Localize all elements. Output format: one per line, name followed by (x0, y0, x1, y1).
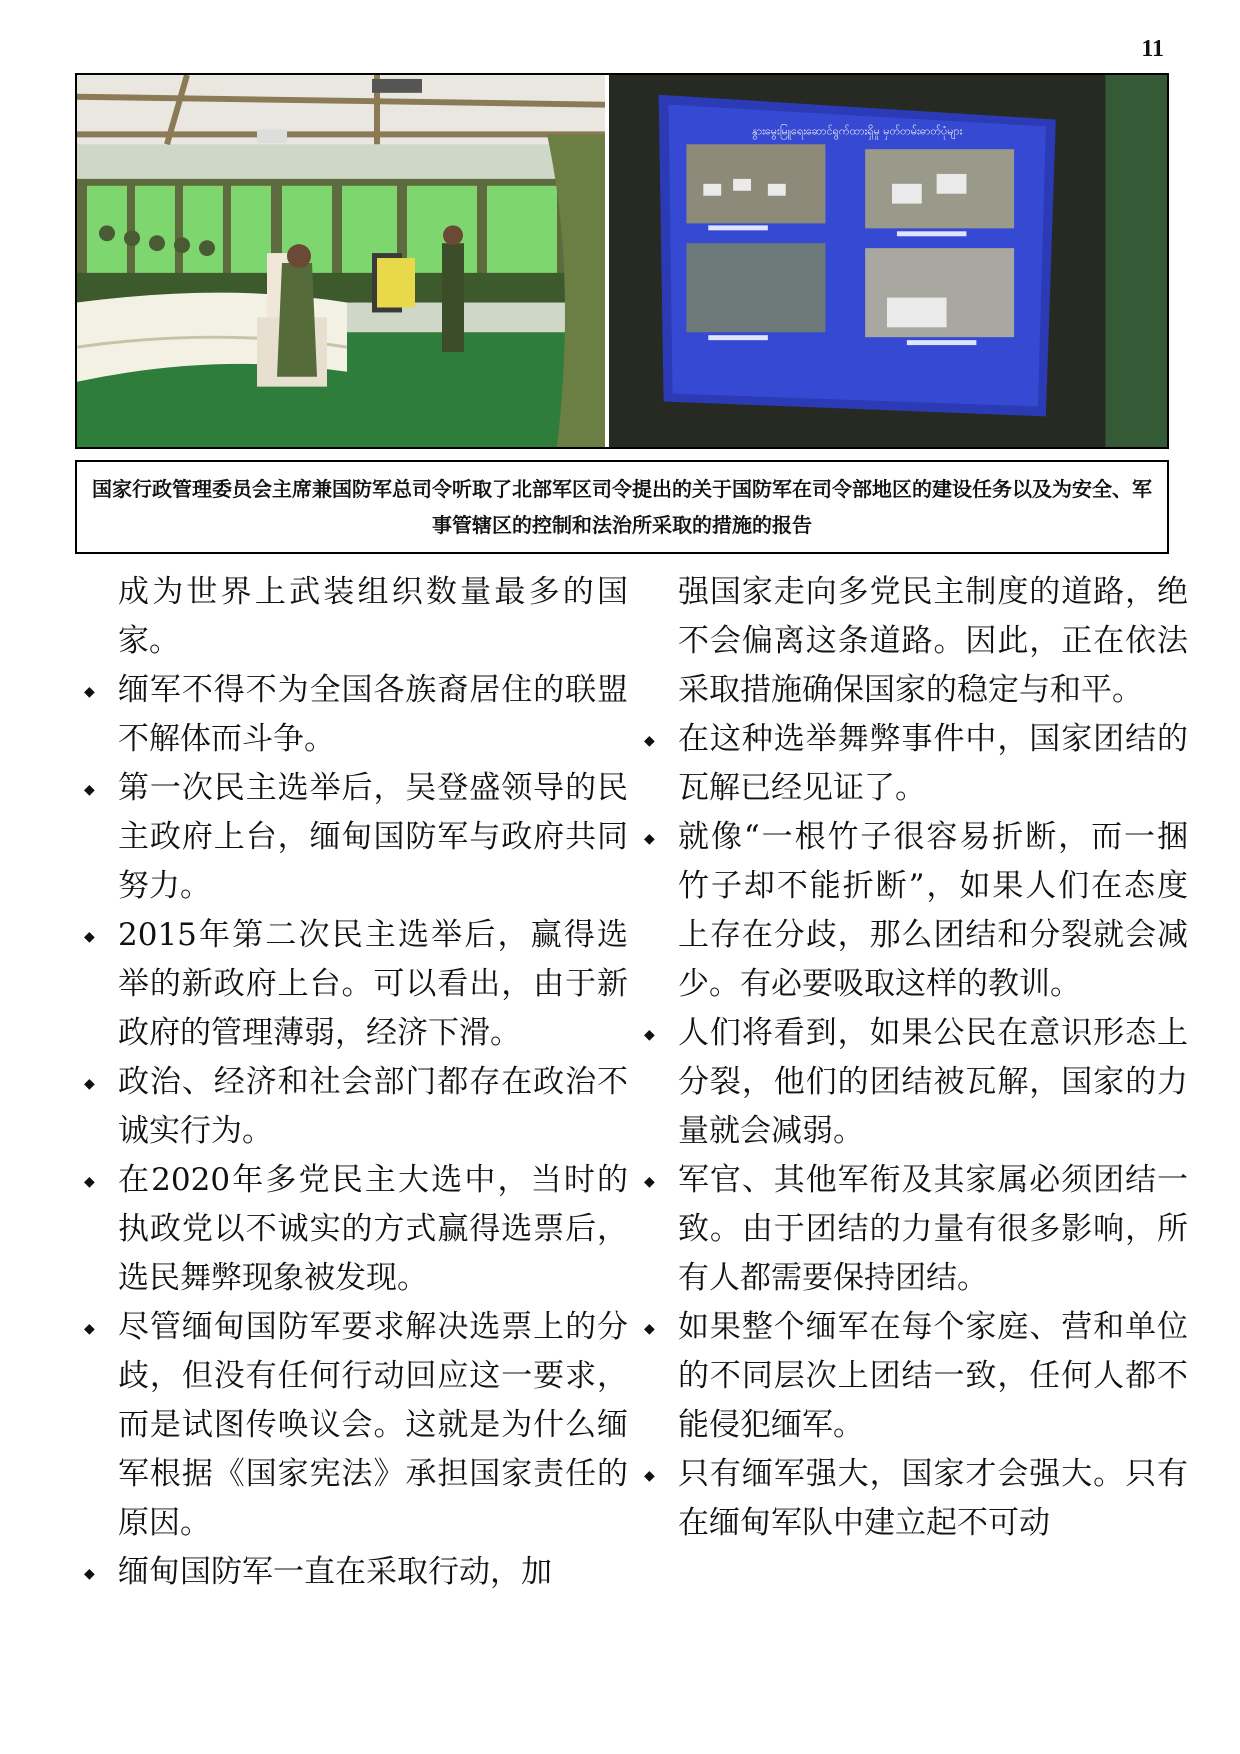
list-item: ◆ 第一次民主选举后，吴登盛领导的民主政府上台，缅甸国防军与政府共同努力。 (118, 764, 628, 911)
right-column (678, 568, 1188, 1548)
list-item: ◆ 缅甸国防军一直在采取行动，加 (118, 1548, 628, 1597)
left-column (118, 568, 628, 1597)
meeting-room-image (77, 75, 605, 447)
photo-caption: 国家行政管理委员会主席兼国防军总司令听取了北部军区司令提出的关于国防军在司令部地区的建设任务以及为安全、军事管辖区的控制和法治所采取的措施的报告 (75, 460, 1169, 554)
screen-title: နွားမွေးမြူရေးဆောင်ရွက်ထားရှိမှု မှတ်တမ်းဓာတ်ပုံများ (751, 124, 963, 138)
list-item: ◆ 军官、其他军衔及其家属必须团结一致。由于团结的力量有很多影响，所有人都需要保持团结。 (678, 1156, 1188, 1303)
list-item: ◆ 在2020年多党民主大选中，当时的执政党以不诚实的方式赢得选票后，选民舞弊现象被发现。 (118, 1156, 628, 1303)
list-item: 成为世界上武装组织数量最多的国家。 (118, 574, 628, 659)
list-item: ◆ 尽管缅甸国防军要求解决选票上的分歧，但没有任何行动回应这一要求，而是试图传唤议会。这就是为什么缅军根据《国家宪法》承担国家责任的原因。 (118, 1303, 628, 1548)
meeting-room-photo (77, 75, 609, 447)
list-item: ◆ 就像“一根竹子很容易折断，而一捆竹子却不能折断”，如果人们在态度上存在分歧，那么团结和分裂就会减少。有必要吸取这样的教训。 (678, 813, 1188, 1009)
list-item: 强国家走向多党民主制度的道路，绝不会偏离这条道路。因此，正在依法采取措施确保国家的稳定与和平。 (678, 574, 1188, 708)
list-item: ◆ 在这种选举舞弊事件中，国家团结的瓦解已经见证了。 (678, 715, 1188, 813)
page-number: 11 (1141, 36, 1164, 62)
list-item: ◆ 人们将看到，如果公民在意识形态上分裂，他们的团结被瓦解，国家的力量就会减弱。 (678, 1009, 1188, 1156)
photo-strip (75, 73, 1169, 449)
projection-screen-image (609, 75, 1167, 447)
list-item: ◆ 只有缅军强大，国家才会强大。只有在缅甸军队中建立起不可动 (678, 1450, 1188, 1548)
list-item: ◆ 政治、经济和社会部门都存在政治不诚实行为。 (118, 1058, 628, 1156)
list-item: ◆ 如果整个缅军在每个家庭、营和单位的不同层次上团结一致，任何人都不能侵犯缅军。 (678, 1303, 1188, 1450)
list-item: ◆ 缅军不得不为全国各族裔居住的联盟不解体而斗争。 (118, 666, 628, 764)
projection-screen-photo (609, 75, 1167, 447)
list-item: ◆ 2015年第二次民主选举后，赢得选举的新政府上台。可以看出，由于新政府的管理薄弱，经济下滑。 (118, 911, 628, 1058)
